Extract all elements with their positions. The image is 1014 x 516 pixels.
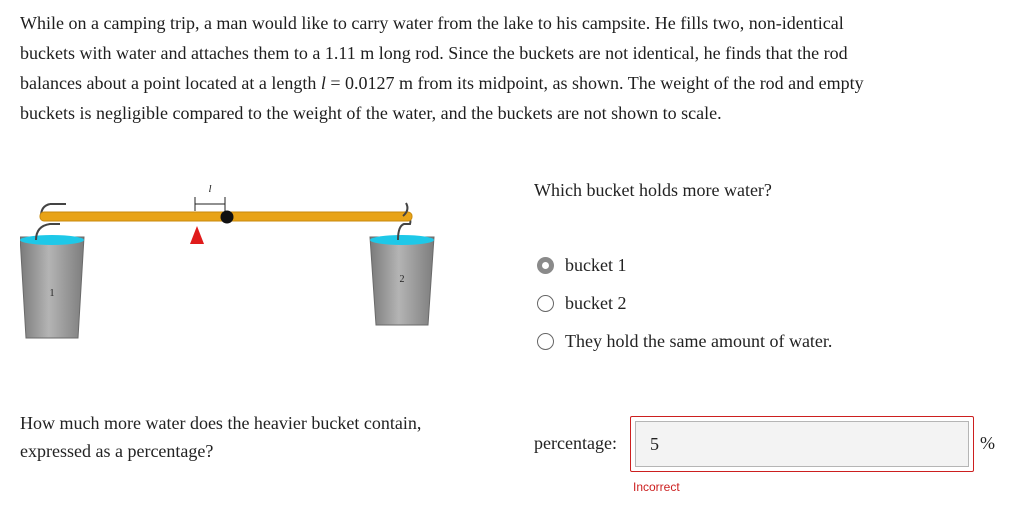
option-same-amount-label[interactable]: They hold the same amount of water. bbox=[565, 330, 833, 351]
bucket-1-label: 1 bbox=[49, 288, 55, 299]
percent-unit: % bbox=[980, 433, 995, 453]
problem-line-3 bbox=[20, 68, 1000, 98]
bucket-2 bbox=[370, 212, 434, 325]
option-bucket-2-label[interactable]: bucket 2 bbox=[565, 292, 627, 313]
incorrect-feedback: Incorrect bbox=[633, 480, 680, 494]
option-same-amount[interactable] bbox=[537, 322, 832, 360]
bucket-2-water bbox=[370, 235, 434, 245]
radio-bucket-1[interactable] bbox=[537, 257, 554, 274]
percentage-label: percentage: bbox=[534, 433, 617, 453]
option-bucket-1-label[interactable]: bucket 1 bbox=[565, 254, 627, 275]
bucket-1 bbox=[20, 204, 84, 338]
percentage-question-line-2: expressed as a percentage? bbox=[20, 441, 214, 461]
rod-midpoint-triangle bbox=[190, 226, 204, 244]
option-bucket-2[interactable] bbox=[537, 284, 832, 322]
percentage-answer-box bbox=[630, 416, 974, 472]
percentage-question-line-1: How much more water does the heavier bucket contain, bbox=[20, 413, 422, 433]
bucket-options bbox=[537, 246, 832, 360]
problem-line-1: While on a camping trip, a man would like to carry water from the lake to his campsite. He fills two, non-identical bbox=[20, 13, 844, 33]
option-bucket-1[interactable] bbox=[537, 246, 832, 284]
problem-statement bbox=[20, 8, 1000, 128]
problem-line-4: buckets is negligible compared to the weight of the water, and the buckets are not shown to scale. bbox=[20, 103, 722, 123]
percentage-input[interactable] bbox=[635, 421, 969, 467]
problem-line-3-a: balances about a point located at a length bbox=[20, 73, 321, 93]
bucket-2-label: 2 bbox=[399, 274, 405, 285]
problem-line-2: buckets with water and attaches them to a 1.11 m long rod. Since the buckets are not identical, he finds that the rod bbox=[20, 43, 848, 63]
rod-buckets-figure bbox=[20, 170, 480, 360]
bucket-question: Which bucket holds more water? bbox=[534, 180, 772, 200]
percentage-question bbox=[20, 409, 490, 465]
balance-point bbox=[221, 211, 234, 224]
problem-line-3-b: = 0.0127 m from its midpoint, as shown. The weight of the rod and empty bbox=[325, 73, 864, 93]
length-variable: l bbox=[320, 73, 326, 93]
bucket-1-water bbox=[20, 235, 84, 245]
length-marker bbox=[195, 183, 225, 211]
radio-same-amount[interactable] bbox=[537, 333, 554, 350]
length-marker-label: l bbox=[208, 183, 212, 195]
radio-bucket-2[interactable] bbox=[537, 295, 554, 312]
